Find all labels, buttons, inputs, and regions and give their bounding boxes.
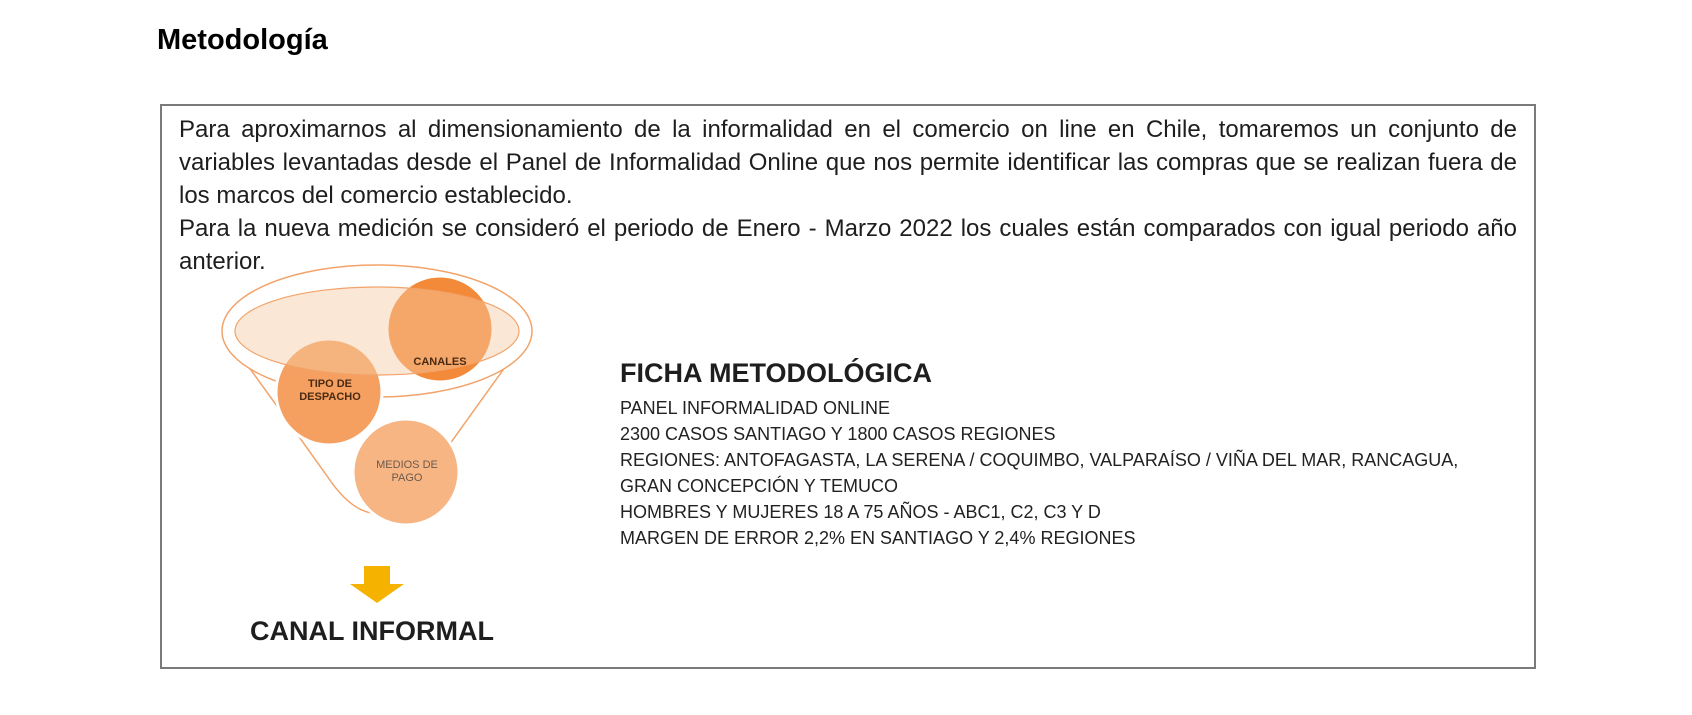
ficha-line: MARGEN DE ERROR 2,2% EN SANTIAGO Y 2,4% REGIONES	[620, 528, 1136, 548]
ficha-title: FICHA METODOLÓGICA	[620, 358, 932, 388]
tipo-line1-label: TIPO DE	[307, 378, 353, 390]
ficha-line: PANEL INFORMALIDAD ONLINE	[620, 398, 891, 418]
down-arrow-icon	[350, 566, 404, 603]
ficha-line: HOMBRES Y MUJERES 18 A 75 AÑOS - ABC1, C2, C3 Y D	[620, 502, 1101, 522]
intro-paragraph-1: Para aproximarnos al dimensionamiento de la informalidad en el comercio on line en Chile, tomaremos un conjunto de variables levantadas desde el Panel de Informalidad Online que nos permite identificar las compras que se realizan fuera de los marcos del comercio establecido.	[179, 116, 1517, 209]
ficha-line: GRAN CONCEPCIÓN Y TEMUCO	[620, 476, 899, 496]
tipo-line2-label: DESPACHO	[299, 391, 361, 403]
canal-informal-label: CANAL INFORMAL	[250, 616, 494, 646]
intro-paragraph-2: Para la nueva medición se consideró el periodo de Enero - Marzo 2022 los cuales están comparados con igual periodo año anterior.	[179, 215, 1517, 275]
methodology-box	[160, 104, 1536, 669]
ficha-line: REGIONES: ANTOFAGASTA, LA SERENA / COQUIMBO, VALPARAÍSO / VIÑA DEL MAR, RANCAGUA,	[620, 450, 1459, 470]
canales-label: CANALES	[413, 356, 467, 368]
medios-line2-label: PAGO	[391, 472, 423, 484]
medios-line1-label: MEDIOS DE	[376, 459, 438, 471]
ficha-metodologica	[620, 358, 1520, 551]
funnel-top-band	[235, 287, 519, 375]
ficha-line: 2300 CASOS SANTIAGO Y 1800 CASOS REGIONES	[620, 424, 1056, 444]
page-title: Metodología	[157, 24, 328, 56]
